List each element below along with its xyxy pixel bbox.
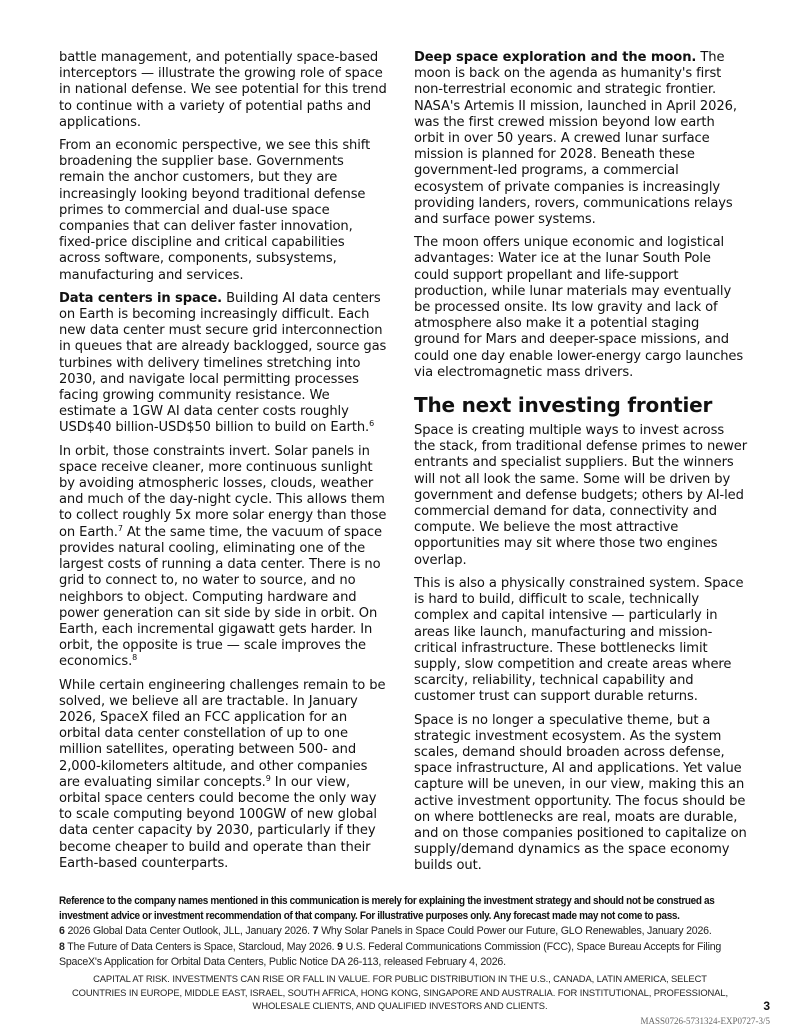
paragraph-invest-stack: Space is creating multiple ways to invest across the stack, from traditional defense primes to newer entrants and specialist suppliers. But the winners will not all look the same. Some will be driven by government and defense budgets; others by AI-led commercial demand for data, connectivity and compute. We believe the most attractive opportunities may sit where those two engines overlap. (414, 423, 747, 568)
section-lead-deep-space: Deep space exploration and the moon. (414, 50, 697, 65)
section-heading-investing-frontier: The next investing frontier (414, 393, 713, 418)
paragraph-moon-advantages: The moon offers unique economic and logistical advantages: Water ice at the lunar South Pole could support propellant and life-support production, while lunar materials may eventually be processed onsite. Its low gravity and lack of atmosphere also make it a potential staging ground for Mars and deeper-space missions, and could one day enable lower-energy cargo launches via electromagnetic mass drivers. (414, 235, 744, 380)
footnotes (59, 894, 749, 971)
footnote-line-6-7: 6 2026 Global Data Center Outlook, JLL, January 2026. 7 Why Solar Panels in Space Could Power our Future, GLO Renewables, January 2026. (59, 925, 712, 937)
footnote-ref-7: 7 (117, 523, 123, 533)
paragraph-strategic-ecosystem: Space is no longer a speculative theme, but a strategic investment ecosystem. As the system scales, demand should broaden across defense, space infrastructure, AI and applications. Yet value capture will be uneven, in our view, making this an active investment opportunity. The focus should be on where bottlenecks are real, moats are durable, and on those companies positioned to capitalize on supply/demand dynamics as the space economy builds out. (414, 712, 747, 874)
paragraph-defense-continued: battle management, and potentially space-based interceptors — illustrate the growing role of space in national defense. We see potential for this trend to continue with a variety of potential paths and applications. (59, 50, 387, 130)
right-column (414, 50, 747, 882)
footnote-line-8-9: 8 The Future of Data Centers is Space, Starcloud, May 2026. 9 U.S. Federal Communications Commission (FCC), Space Bureau Accepts for Filing SpaceX's Application for Orbital Data Centers, Public Notice DA 26-113, released February 4, 2026. (59, 940, 722, 968)
company-reference-notice: Reference to the company names mentioned in this communication is merely for explaining the investment strategy and should not be construed as investment advice or investment recommendation of that company. For illustrative purposes only. Any forecast made may not come to pass. (59, 895, 715, 922)
regulatory-disclaimer: CAPITAL AT RISK. INVESTMENTS CAN RISE OR FALL IN VALUE. FOR PUBLIC DISTRIBUTION IN THE U.S., CANADA, LATIN AMERICA, SELECT COUNTRIES IN EUROPE, MIDDLE EAST, ISRAEL, SOUTH AFRICA, HONG KONG, SINGAPORE AND AUSTRALIA. FOR INSTITUTIONAL, PROFESSIONAL, WHOLESALE CLIENTS, AND QUALIFIED INVESTORS AND CLIENTS. (72, 973, 728, 1011)
paragraph-data-centers: Data centers in space. Building AI data centers on Earth is becoming increasingly difficult. Each new data center must secure grid interconnection in queues that are already backlogged, source gas turbines with delivery timelines stretching into 2030, and navigate local permitting processes facing growing community resistance. We estimate a 1GW AI data center costs roughly USD$40 billion-USD$50 billion to build on Earth.$^6$ (59, 290, 387, 436)
page-number: 3 (763, 999, 770, 1013)
footnote-ref-8: 8 (132, 653, 138, 663)
left-column (59, 50, 389, 879)
footnote-ref-6: 6 (369, 419, 375, 429)
section-lead-data-centers: Data centers in space. (59, 290, 223, 306)
paragraph-engineering-challenges: While certain engineering challenges remain to be solved, we believe all are tractable. In January 2026, SpaceX filed an FCC application for an orbital data center constellation of up to one million satellites, operating between 500- and 2,000-kilometers altitude, and other companies are evaluating similar concepts.$^9$ In our view, orbital space centers could become the only way to scale computing beyond 100GW of new global data center capacity by 2030, particularly if they become cheaper to build and operate than their Earth-based counterparts. (59, 677, 386, 871)
document-code: MASS0726-5731324-EXP0727-3/5 (640, 1016, 770, 1026)
paragraph-economic-perspective: From an economic perspective, we see this shift broadening the supplier base. Governments remain the anchor customers, but they are increasingly looking beyond traditional defense primes to commercial and dual-use space companies that can deliver faster innovation, fixed-price discipline and critical capabilities across software, components, subsystems, manufacturing and services. (59, 138, 371, 283)
footnote-ref-9: 9 (265, 773, 271, 783)
paragraph-deep-space: Deep space exploration and the moon. The moon is back on the agenda as humanity's first non-terrestrial economic and strategic frontier. NASA's Artemis II mission, launched in April 2026, was the first crewed mission beyond low earth orbit in over 50 years. A crewed lunar surface mission is planned for 2028. Beneath these government-led programs, a commercial ecosystem of private companies is increasingly providing landers, rovers, communications relays and surface power systems. (414, 50, 737, 228)
paragraph-in-orbit: In orbit, those constraints invert. Solar panels in space receive cleaner, more continuous sunlight by avoiding atmospheric losses, clouds, weather and much of the day-night cycle. This allows them to collect roughly 5x more solar energy than those on Earth.$^7$ At the same time, the vacuum of space provides natural cooling, eliminating one of the largest costs of running a data center. There is no grid to connect to, no water to source, and no neighbors to object. Computing hardware and power generation can sit side by side in orbit. On Earth, each incremental gigawatt gets harder. In orbit, the opposite is true — scale improves the economics.$^8$ (59, 443, 387, 670)
paragraph-constrained-system: This is also a physically constrained system. Space is hard to build, difficult to scale, technically complex and capital intensive — particularly in areas like launch, manufacturing and mission-critical infrastructure. These bottlenecks limit supply, slow competition and create areas where scarcity, reliability, technical capability and customer trust can support durable returns. (414, 575, 744, 705)
